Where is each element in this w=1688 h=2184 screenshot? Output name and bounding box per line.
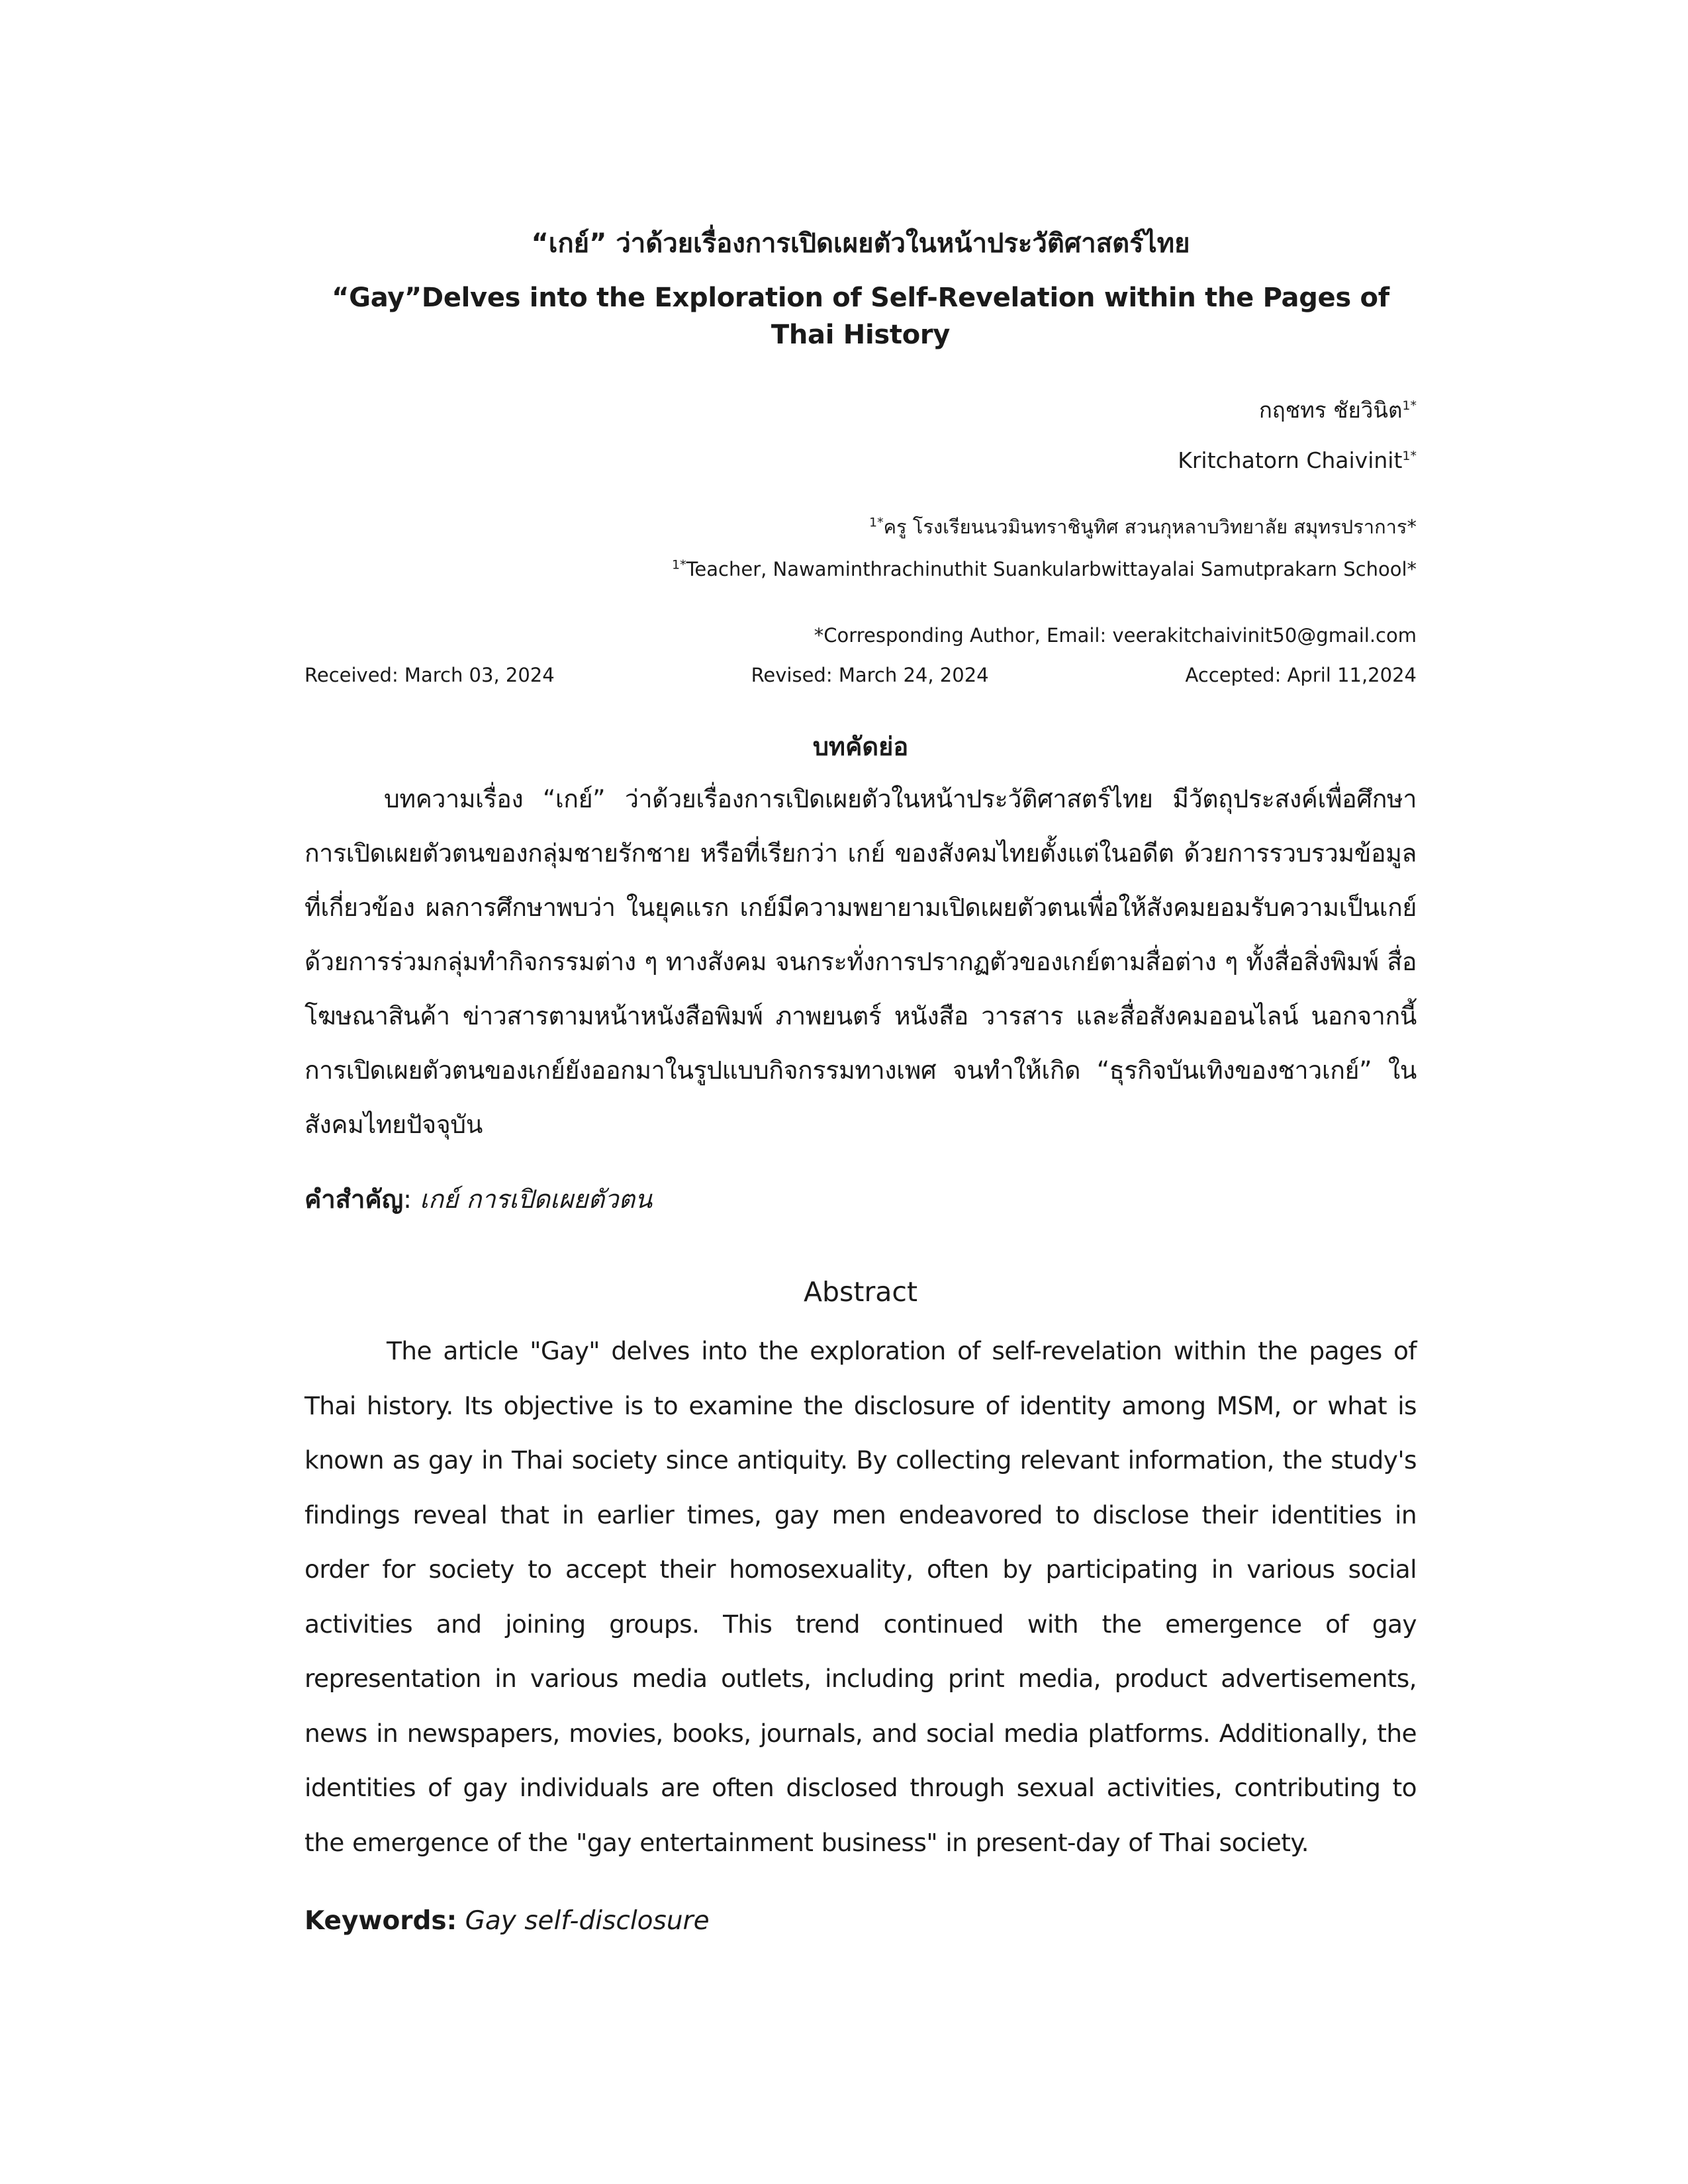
- keywords-english: [305, 1904, 1417, 1938]
- affiliation-english-text: Teacher, Nawaminthrachinuthit Suankularbwittayalai Samutprakarn School*: [686, 558, 1417, 580]
- affiliation-marker: 1*: [672, 557, 686, 572]
- date-accepted: Accepted: April 11,2024: [1185, 664, 1417, 686]
- author-name-thai: [305, 396, 1417, 425]
- title-thai: “เกย์” ว่าด้วยเรื่องการเปิดเผยตัวในหน้าประวัติศาสตร์ไทย: [531, 228, 1190, 259]
- affiliation-thai-text: ครู โรงเรียนนวมินทราชินูทิศ สวนกุหลาบวิทยาลัย สมุทรปราการ*: [883, 516, 1417, 538]
- abstract-thai-heading: บทคัดย่อ: [812, 732, 909, 761]
- author-name-english-text: Kritchatorn Chaivinit: [1178, 447, 1403, 473]
- keywords-thai-value: เกย์ การเปิดเผยตัวตน: [419, 1185, 653, 1214]
- affiliation-marker: 1*: [869, 515, 884, 530]
- affiliation-thai: [305, 514, 1417, 540]
- corresponding-author: *Corresponding Author, Email: veerakitchaivinit50@gmail.com: [814, 624, 1417, 647]
- author-name-english: [305, 446, 1417, 475]
- abstract-thai-text: บทความเรื่อง “เกย์” ว่าด้วยเรื่องการเปิดเผยตัวในหน้าประวัติศาสตร์ไทย มีวัตถุประสงค์เพื่อศึกษาการเปิดเผยตัวตนของกลุ่มชายรักชาย หรือที่เรียกว่า เกย์ ของสังคมไทยตั้งแต่ในอดีต ด้วยการรวบรวมข้อมูลที่เกี่ยวข้อง ผลการศึกษาพบว่า ในยุคแรก เกย์มีความพยายามเปิดเผยตัวตนเพื่อให้สังคมยอมรับความเป็นเกย์ด้วยการร่วมกลุ่มทำกิจกรรมต่าง ๆ ทางสังคม จนกระทั่งการปรากฏตัวของเกย์ตามสื่อต่าง ๆ ทั้งสื่อสิ่งพิมพ์ สื่อโฆษณาสินค้า ข่าวสารตามหน้าหนังสือพิมพ์ ภาพยนตร์ หนังสือ วารสาร และสื่อสังคมออนไลน์ นอกจากนี้ การเปิดเผยตัวตนของเกย์ยังออกมาในรูปแบบกิจกรรมทางเพศ จนทำให้เกิด “ธุรกิจบันเทิงของชาวเกย์” ในสังคมไทยปัจจุบัน: [305, 784, 1417, 1139]
- keywords-english-value: Gay self-disclosure: [465, 1906, 710, 1936]
- submission-dates: [305, 662, 1417, 688]
- date-revised: Revised: March 24, 2024: [751, 664, 989, 686]
- author-name-thai-text: กฤชทร ชัยวินิต: [1258, 397, 1403, 423]
- keywords-thai-label: คำสำคัญ: [305, 1185, 404, 1214]
- keywords-english-label: Keywords:: [305, 1906, 457, 1936]
- author-marker: 1*: [1402, 449, 1417, 463]
- author-marker: 1*: [1402, 398, 1417, 413]
- keywords-thai: คำสำคัญ: เกย์ การเปิดเผยตัวตน: [305, 1185, 653, 1214]
- date-received: Received: March 03, 2024: [305, 664, 555, 686]
- abstract-english-heading: Abstract: [803, 1276, 918, 1308]
- paper-page: [305, 225, 1417, 1938]
- affiliation-english: [305, 556, 1417, 582]
- title-english: “Gay”Delves into the Exploration of Self-Revelation within the Pages of Thai History: [332, 283, 1389, 350]
- abstract-english-text: The article "Gay" delves into the exploration of self-revelation within the pages of Thai history. Its objective is to examine the disclosure of identity among MSM, or what is known as gay in Thai society since antiquity. By collecting relevant information, the study's findings reveal that in earlier times, gay men endeavored to disclose their identities in order for society to accept their homosexuality, often by participating in various social activities and joining groups. This trend continued with the emergence of gay representation in various media outlets, including print media, product advertisements, news in newspapers, movies, books, journals, and social media platforms. Additionally, the identities of gay individuals are often disclosed through sexual activities, contributing to the emergence of the "gay entertainment business" in present-day of Thai society.: [305, 1336, 1417, 1857]
